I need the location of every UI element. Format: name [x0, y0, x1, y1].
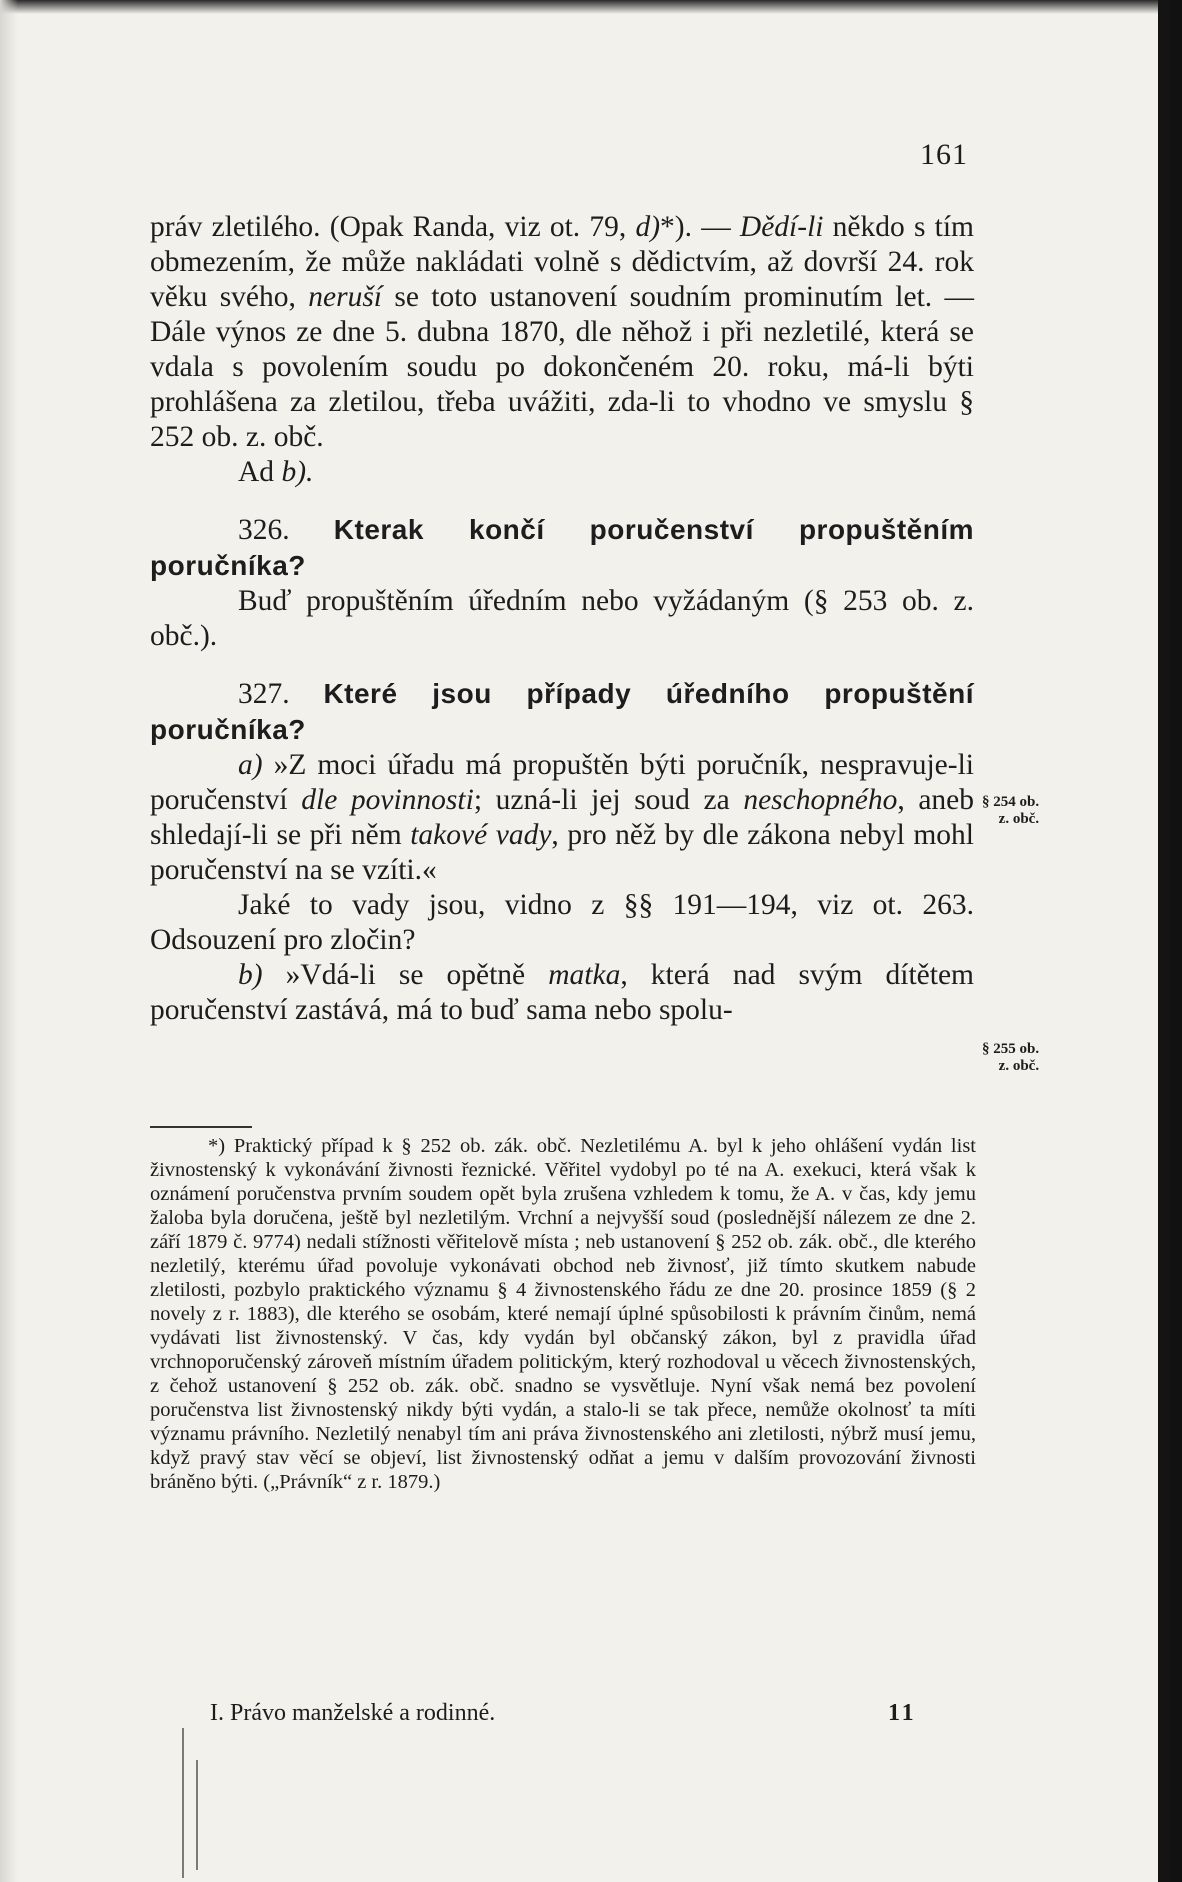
answer-326: Buď propuštěním úředním nebo vyžádaným (§ 253 ob. z. obč.). — [150, 585, 974, 652]
question-327: 327. Které jsou případy úředního propuštění poručníka? — [150, 678, 974, 745]
answer-327-a: a) »Z moci úřadu má propuštěn býti poručník, nespravuje-li poručenství dle povinnosti; uzná-li jej soud za neschopného, aneb shledají-li se při něm takové vady, pro něž by dle zákona nebyl mohl poručenství na se vzíti.« — [150, 749, 975, 886]
scan-artifact-line — [196, 1760, 198, 1870]
signature-mark: 11 — [888, 1700, 917, 1726]
question-326: 326. Kterak končí poručenství propuštěním poručníka? — [150, 514, 975, 581]
answer-327-b: b) »Vdá-li se opětně matka, která nad svým dítětem poručenství zastává, má to buď sama nebo spolu- — [150, 959, 974, 1026]
scan-top-edge — [0, 0, 1170, 14]
answer-327-vady: Jaké to vady jsou, vidno z §§ 191—194, viz ot. 263. Odsouzení pro zločin? — [150, 889, 974, 956]
scan-artifact-line — [182, 1728, 184, 1878]
ad-b: Ad b). — [238, 456, 314, 488]
scan-right-edge — [1158, 0, 1170, 1882]
scan-left-edge — [0, 0, 18, 1882]
margin-ref-254: § 254 ob. z. obč. — [982, 794, 1040, 827]
heading-326: Kterak končí poručenství propuštěním poručníka? — [150, 514, 975, 581]
margin-ref-255: § 255 ob. z. obč. — [982, 1041, 1040, 1074]
footnote-rule — [150, 1126, 252, 1128]
heading-327: Které jsou případy úředního propuštění poručníka? — [150, 678, 974, 745]
page-number: 161 — [920, 138, 968, 171]
footnote: *) Praktický případ k § 252 ob. zák. obč. Nezletilému A. byl k jeho ohlášení vydán list živnostenský k vykonávání živnosti řeznické. Věřitel vydobyl po té na A. exekuci, která však k oznámení poručenstva prvním soudem opět byla zrušena vzhledem k tomu, že A. v čas, kdy jemu žaloba byla doručena, ještě byl nezletilým. Vrchní a nejvyšší soud (poslednější nálezem ze dne 2. září 1879 č. 9774) nedali stížnosti věřitelově místa ; neb ustanovení § 252 ob. zák. obč., dle kterého nezletilý, kterému úřad povoluje vykonávati obchod neb živnosť, již tímto skutkem nabude zletilosti, pozbylo praktického významu § 4 živnostenského řádu ze dne 20. prosince 1859 (§ 2 novely z r. 1883), dle kterého se osobám, které nemají úplné spůsobilosti k právním činům, nemá vydávati list živnostenský. V čas, kdy vydán byl občanský zákon, byl z pravidla úřad vrchnoporučenský zároveň místním úřadem politickým, který rozhodoval u věcech živnostenských, z čehož ustanovení § 252 ob. zák. obč. snadno se vysvětluje. Nyní však nemá bez povolení poručenstva list živnostenský nikdy býti vydán, a stalo-li se tak přece, nemůže okolnosť ta míti významu právního. Nezletilý nenabyl tím ani práva živnostenského ani zletilosti, nýbrž musí jemu, když pravý stav věcí se objeví, list živnostenský odňat a jemu v dalším provozování živnosti bráněno býti. („Právník“ z r. 1879.) — [150, 1135, 976, 1493]
paragraph-intro: práv zletilého. (Opak Randa, viz ot. 79, d)*). — Dědí-li někdo s tím obmezením, že může nakládati volně s dědictvím, až dovrší 24. rok věku svého, neruší se toto ustanovení soudním prominutím let. — Dále výnos ze dne 5. dubna 1870, dle něhož i při nezletilé, která se vdala s povolením soudu po dokončeném 20. roku, má-li býti prohlášena za zletilou, třeba uvážiti, zda-li to vhodno ve smyslu § 252 ob. z. obč. — [150, 211, 975, 453]
main-text — [150, 210, 974, 1028]
running-footer-title: I. Právo manželské a rodinné. — [210, 1700, 496, 1726]
